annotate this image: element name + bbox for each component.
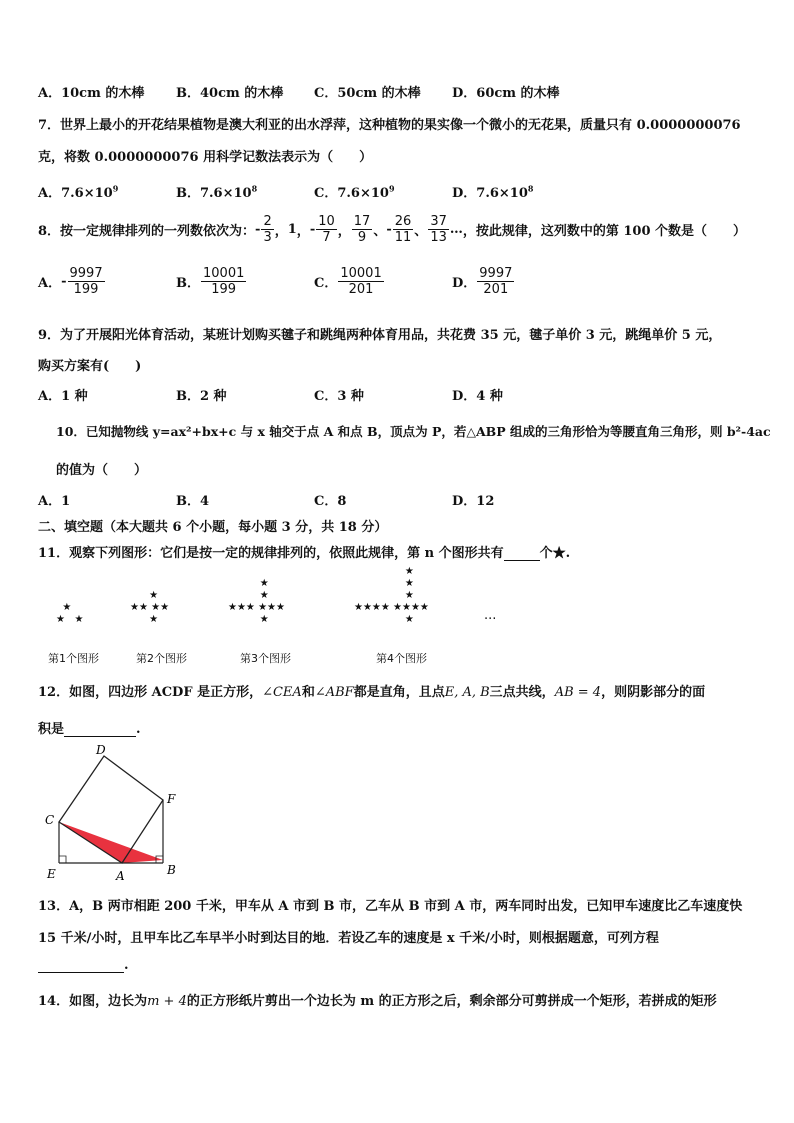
q11-ellipsis: ··· xyxy=(484,612,497,627)
q11-caption-2: 第2个图形 xyxy=(136,652,187,665)
q13-line2: 15 千米/小时，且甲车比乙车早半小时到达目的地．若设乙车的速度是 x 千米/小时，则根据题意，可列方程 xyxy=(38,931,659,946)
q8-stem: 8．按一定规律排列的一列数依次为：- $\frac{2}{3}$ ，1，- $\frac{10}{7}$ ， $\frac{17}{9}$ 、- $\frac{26}{11}$ 、 $\frac{37}{13}$ …，按此规律，这列数中的第 100 个数是（ ） xyxy=(38,214,747,245)
q8-option-b: B． $\frac{10001}{199}$ xyxy=(176,266,245,297)
q9-option-c: C．3 种 xyxy=(314,389,364,404)
label-a: A xyxy=(116,869,125,882)
q11-figure-4: ★ ★ ★ ★★★★ ★★★★ ★ xyxy=(354,566,429,625)
q8-seq-frac-3: $\frac{17}{9}$ xyxy=(353,214,371,245)
q8-seq-frac-5: $\frac{37}{13}$ xyxy=(430,214,447,245)
q7-option-d: D．$7.6\times 10^8$ xyxy=(452,183,534,201)
q10-option-c: C．8 xyxy=(314,494,347,509)
section-title: 二、填空题（本大题共 6 个小题，每小题 3 分，共 18 分） xyxy=(38,520,388,535)
q10-line2: 的值为（ ） xyxy=(56,463,148,478)
label-b: B xyxy=(167,863,176,877)
label-d: D xyxy=(96,743,106,757)
q11-figure-2: ★ ★★ ★★ ★ xyxy=(130,590,170,625)
q6-option-a: A．10cm 的木棒 xyxy=(38,86,145,101)
q11-stem: 11．观察下列图形：它们是按一定的规律排列的，依照此规律，第 n 个图形共有 个★. xyxy=(38,546,571,561)
right-angle-e xyxy=(59,856,66,863)
q9-line1: 9．为了开展阳光体育活动，某班计划购买毽子和跳绳两种体育用品，共花费 35 元，毽子单价 3 元，跳绳单价 5 元， xyxy=(38,328,722,343)
label-c: C xyxy=(45,813,55,827)
q9-line2: 购买方案有( ) xyxy=(38,359,142,374)
q7-option-a: A．$7.6\times 10^9$ xyxy=(38,183,119,201)
q11-caption-4: 第4个图形 xyxy=(376,652,427,665)
q9-option-a: A．1 种 xyxy=(38,389,88,404)
q10-line1: 10．已知抛物线 y=ax²+bx+c 与 x 轴交于点 A 和点 B，顶点为 P，若△ABP 组成的三角形恰为等腰直角三角形，则 b²-4ac xyxy=(56,424,771,439)
q7-option-c: C．$7.6\times 10^9$ xyxy=(314,183,395,201)
q14-line1: 14．如图，边长为m + 4的正方形纸片剪出一个边长为 m 的正方形之后，剩余部分可剪拼成一个矩形，若拼成的矩形 xyxy=(38,994,717,1009)
q8-option-d: D． $\frac{9997}{201}$ xyxy=(452,266,513,297)
q10-option-d: D．12 xyxy=(452,494,495,509)
q7-line2: 克，将数 0.0000000076 用科学记数法表示为（ ） xyxy=(38,150,373,165)
q9-option-b: B．2 种 xyxy=(176,389,227,404)
q12-figure xyxy=(36,740,186,882)
q6-option-c: C．50cm 的木棒 xyxy=(314,86,421,101)
q12-line2: 积是 . xyxy=(38,722,141,737)
q10-option-a: A．1 xyxy=(38,494,71,509)
q11-caption-1: 第1个图形 xyxy=(48,652,99,665)
q8-option-a: A．- $\frac{9997}{199}$ xyxy=(38,266,103,297)
label-f: F xyxy=(167,792,176,806)
q11-figure-3: ★ ★ ★★★ ★★★ ★ xyxy=(228,578,285,625)
q8-seq-frac-4: $\frac{26}{11}$ xyxy=(394,214,412,245)
q13-line3: . xyxy=(38,958,129,973)
q8-seq-frac-1: $\frac{2}{3}$ xyxy=(263,214,272,245)
q7-line1: 7．世界上最小的开花结果植物是澳大利亚的出水浮萍，这种植物的果实像一个微小的无花果，质量只有 0.0000000076 xyxy=(38,118,741,133)
q13-line1: 13．A，B 两市相距 200 千米，甲车从 A 市到 B 市，乙车从 B 市到 A 市，两车同时出发，已知甲车速度比乙车速度快 xyxy=(38,899,743,914)
q6-option-d: D．60cm 的木棒 xyxy=(452,86,560,101)
q8-option-c: C． $\frac{10001}{201}$ xyxy=(314,266,382,297)
label-e: E xyxy=(47,867,56,881)
q9-option-d: D．4 种 xyxy=(452,389,503,404)
q10-option-b: B．4 xyxy=(176,494,210,509)
q6-option-b: B．40cm 的木棒 xyxy=(176,86,284,101)
q7-option-b: B．$7.6\times 10^8$ xyxy=(176,183,258,201)
q11-caption-3: 第3个图形 xyxy=(240,652,291,665)
q12-line1: 12．如图，四边形 ACDF 是正方形，∠CEA和∠ABF都是直角，且点E, A, B三点共线，AB = 4，则阴影部分的面 xyxy=(38,685,706,700)
shaded-triangle xyxy=(59,822,163,863)
q8-seq-frac-2: $\frac{10}{7}$ xyxy=(318,214,335,245)
q11-figure-1: ★ ★ ★ xyxy=(56,602,84,625)
